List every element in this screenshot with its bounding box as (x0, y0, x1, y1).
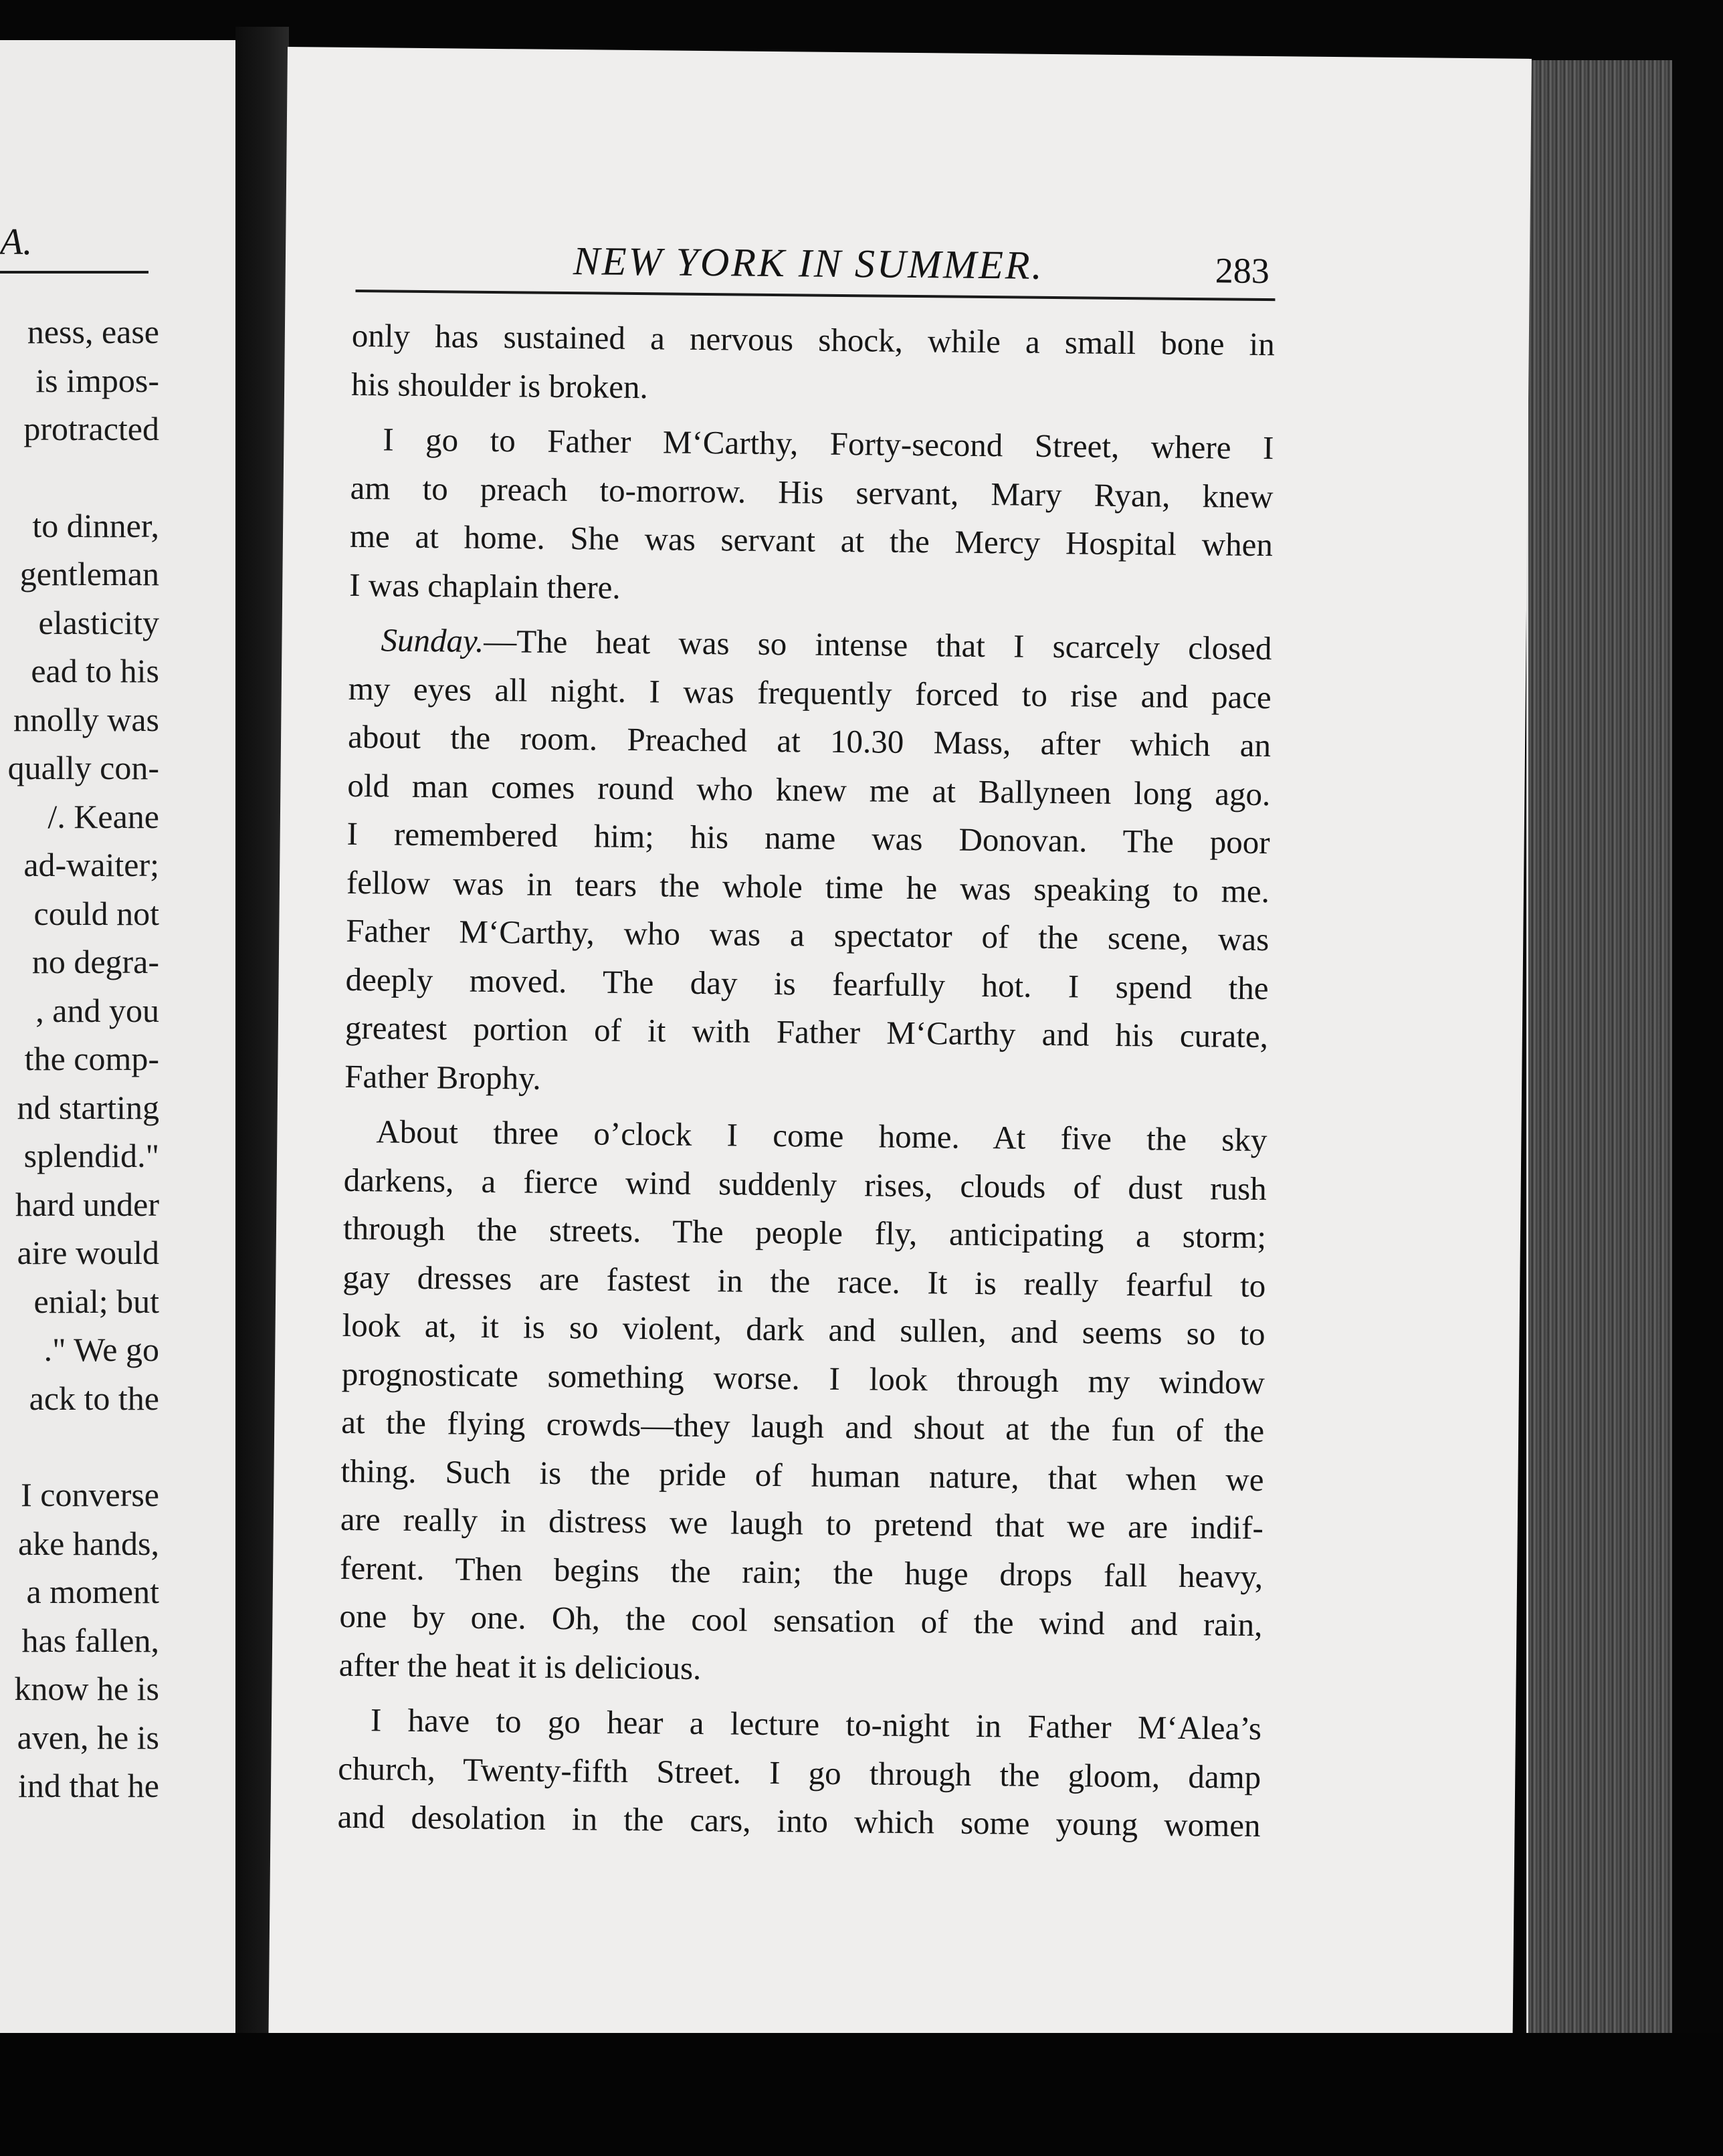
text-line: darkens, a fierce wind suddenly rises, clouds of dust rush (343, 1161, 1267, 1207)
left-line: is impos- (35, 361, 159, 399)
sunday-italic-lead: Sunday. (381, 621, 484, 659)
text-line: fellow was in tears the whole time he was speaking to me. (346, 863, 1270, 909)
left-line: enial; but (33, 1282, 159, 1320)
left-line: aven, he is (17, 1718, 159, 1756)
left-line: ind that he (17, 1767, 159, 1804)
left-line: no degra- (31, 943, 159, 980)
text-line: Father M‘Carthy, who was a spectator of the scene, was (346, 911, 1270, 958)
text-line: old man comes round who knew me at Ballyneen long ago. (347, 766, 1271, 813)
left-header-rule (0, 271, 148, 274)
left-facing-page (0, 40, 235, 2040)
text-line: through the streets. The people fly, anticipating a storm; (342, 1209, 1267, 1256)
text-line: I have to go hear a lecture to-night in Father M‘Alea’s (370, 1701, 1262, 1747)
left-line: nd starting (17, 1088, 159, 1126)
text-line: deeply moved. The day is fearfully hot. I spend the (345, 960, 1269, 1006)
text-line: Father Brophy. (344, 1057, 541, 1097)
text-line: I remembered him; his name was Donovan. The poor (346, 815, 1270, 861)
text-line: greatest portion of it with Father M‘Carthy and his curate, (344, 1008, 1269, 1055)
left-line: aire would (17, 1234, 159, 1271)
text-line: prognosticate something worse. I look through my window (341, 1355, 1265, 1401)
text-line: me at home. She was servant at the Mercy Hospital when (349, 517, 1274, 564)
left-line: has fallen, (21, 1621, 159, 1659)
text-line: and desolation in the cars, into which some young women (337, 1798, 1261, 1844)
left-line: ." We go (43, 1331, 159, 1368)
right-main-page (268, 47, 1532, 2058)
text-line: look at, it is so violent, dark and sullen, and seems so to (342, 1306, 1265, 1353)
left-page-header-fragment: A. (0, 221, 33, 263)
paragraph (344, 616, 1272, 1109)
text-line: his shoulder is broken. (350, 365, 649, 405)
body-text (337, 312, 1275, 1857)
text-line: at the flying crowds—they laugh and shout at the fun of the (341, 1403, 1265, 1450)
left-line: ake hands, (17, 1524, 159, 1562)
paragraph (349, 415, 1274, 618)
left-line: gentleman (19, 555, 159, 592)
paragraph (338, 1107, 1267, 1698)
text-line: am to preach to-morrow. His servant, Mary Ryan, knew (350, 469, 1274, 515)
left-line: the comp- (24, 1040, 159, 1077)
scan-bottom-shadow (0, 2033, 1723, 2156)
left-line: nnolly was (13, 700, 159, 738)
left-line: splendid." (23, 1137, 159, 1174)
text-line (348, 616, 1272, 673)
text-line: about the room. Preached at 10.30 Mass, after which an (347, 718, 1272, 764)
left-page-text (0, 308, 159, 1810)
left-line: qually con- (7, 749, 159, 786)
left-line: /. Keane (47, 797, 159, 835)
text-line: gay dresses are fastest in the race. It is really fearful to (342, 1258, 1266, 1304)
text-line-rest: —The heat was so intense that I scarcely closed (484, 622, 1272, 667)
left-line: ead to his (31, 652, 159, 689)
running-head-rule (355, 290, 1275, 301)
left-line: , and you (35, 991, 159, 1029)
page-number: 283 (1215, 250, 1270, 292)
text-line: are really in distress we laugh to pretend that we are indif- (340, 1500, 1264, 1547)
text-line: after the heat it is delicious. (338, 1646, 702, 1687)
left-line: know he is (14, 1670, 159, 1707)
text-line: my eyes all night. I was frequently forced to rise and pace (348, 669, 1272, 716)
left-line: I converse (21, 1476, 159, 1513)
text-line: I was chaplain there. (349, 566, 621, 606)
left-line: elasticity (38, 603, 159, 641)
running-head-title: NEW YORK IN SUMMER. (573, 239, 1044, 288)
left-line: ack to the (29, 1379, 159, 1417)
left-line: a moment (26, 1573, 159, 1610)
text-line: only has sustained a nervous shock, while a small bone in (351, 316, 1276, 363)
text-line: About three o’clock I come home. At five the sky (376, 1113, 1268, 1159)
text-line: ferent. Then begins the rain; the huge drops fall heavy, (339, 1549, 1263, 1595)
text-line: thing. Such is the pride of human nature, that when we (340, 1452, 1264, 1498)
left-line: ness, ease (27, 313, 159, 350)
paragraph (351, 312, 1275, 417)
left-line: hard under (15, 1185, 159, 1223)
paragraph (337, 1696, 1261, 1850)
text-line: I go to Father M‘Carthy, Forty-second Street, where I (383, 421, 1274, 467)
book-page-edges (1526, 60, 1672, 2033)
text-line: church, Twenty-fifth Street. I go through the gloom, damp (338, 1749, 1261, 1796)
left-line: ad-waiter; (23, 846, 159, 883)
text-line: one by one. Oh, the cool sensation of the wind and rain, (339, 1597, 1263, 1644)
left-line: could not (33, 894, 159, 932)
left-line: to dinner, (32, 506, 159, 544)
left-line: protracted (23, 410, 159, 447)
